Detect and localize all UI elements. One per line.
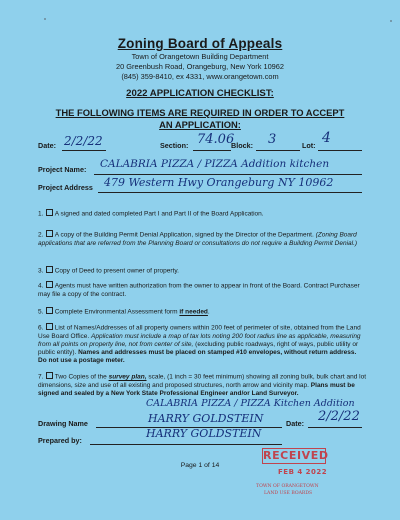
item-2-note: (Zoning Board applications that are referred from the Planning Board or consultations do not require a Building Permit Denial.) xyxy=(38,231,358,247)
item-4-number: 4. xyxy=(38,282,44,290)
received-stamp-town: TOWN OF ORANGETOWN xyxy=(256,484,319,489)
prepared-by-value: HARRY GOLDSTEIN xyxy=(146,427,262,440)
drawing-signer: HARRY GOLDSTEIN xyxy=(148,412,264,425)
drawing-name-label: Drawing Name xyxy=(38,419,88,428)
received-stamp xyxy=(256,448,336,498)
project-name-value: CALABRIA PIZZA / PIZZA Addition kitchen xyxy=(100,158,330,170)
section-label: Section: xyxy=(160,141,189,150)
item-6-text: List of Names/Addresses of all property owners within 200 feet of perimeter of site, obtained from the Land Use Board Office. xyxy=(38,324,361,340)
checklist-item-6 xyxy=(38,323,366,366)
item-1-text: A signed and dated completed Part I and Part II of the Board Application. xyxy=(54,210,264,218)
item-3-text: Copy of Deed to present owner of property. xyxy=(54,267,179,275)
project-address-line xyxy=(98,192,362,193)
lot-line xyxy=(318,150,362,151)
item-4-text: Agents must have written authorization from the owner to appear in front of the Board. Contract Purchaser may file a copy of the contract. xyxy=(38,282,360,298)
project-name-label: Project Name: xyxy=(38,165,87,174)
block-line xyxy=(256,150,300,151)
section-line xyxy=(193,150,231,151)
required-notice-line-2: AN APPLICATION: xyxy=(159,119,241,130)
received-stamp-office: LAND USE BOARDS xyxy=(264,491,313,496)
item-2-number: 2. xyxy=(38,231,44,239)
item-6-checkbox[interactable] xyxy=(46,323,53,330)
section-value: 74.06 xyxy=(197,132,235,147)
item-6-number: 6. xyxy=(38,324,44,332)
department-name: Town of Orangetown Building Department xyxy=(131,52,269,61)
checklist-item-2 xyxy=(38,230,366,248)
item-6-text-2: (excluding public roadways, right of ways, public utility or public entity). xyxy=(38,340,359,357)
item-7-text: scale, (1 inch = 30 feet minimum) showing all zoning bulk, bulk chart and lot dimensions, size and use of all existing and proposed structures, north arrow and vicinity map. xyxy=(38,373,367,389)
item-1-number: 1. xyxy=(38,210,44,218)
block-label: Block: xyxy=(231,141,253,150)
item-5-end: . xyxy=(207,308,210,316)
item-5-text: Complete Environmental Assessment form xyxy=(54,308,178,316)
signoff-date-label: Date: xyxy=(286,419,304,428)
item-7-checkbox[interactable] xyxy=(46,372,53,379)
item-3-number: 3. xyxy=(38,267,44,275)
prepared-by-line xyxy=(90,444,282,445)
item-6-envelope-rule: Names and addresses must be placed on stamped #10 envelopes, without return address. Do not use a postage meter. xyxy=(38,349,357,365)
lot-label: Lot: xyxy=(302,141,316,150)
lot-value: 4 xyxy=(322,130,331,146)
checklist-item-4 xyxy=(38,281,366,299)
item-2-text: A copy of the Building Permit Denial Application, signed by the Director of the Department. xyxy=(54,231,314,239)
required-notice-line-1: THE FOLLOWING ITEMS ARE REQUIRED IN ORDER TO ACCEPT xyxy=(55,107,345,118)
checklist-item-1 xyxy=(38,209,366,219)
item-4-checkbox[interactable] xyxy=(46,281,53,288)
item-5-number: 5. xyxy=(38,308,44,316)
board-title: Zoning Board of Appeals xyxy=(117,36,283,51)
project-address-value: 479 Western Hwy Orangeburg NY 10962 xyxy=(104,176,334,189)
scan-speck xyxy=(390,20,392,22)
item-5-if-needed: if needed xyxy=(179,308,208,316)
checklist-item-3 xyxy=(38,266,366,276)
item-6-note: Application must include a map of tax lots noting 200 foot radius line as applicable, measuring from all points on property line, not from center of site, xyxy=(38,332,361,348)
item-7-seal-rule: Plans must be signed and sealed by a New York State Professional Engineer and/or Land Surveyor. xyxy=(38,381,355,397)
item-5-checkbox[interactable] xyxy=(46,307,53,314)
received-stamp-word: RECEIVED xyxy=(263,449,329,462)
date-label: Date: xyxy=(38,141,56,150)
page-number: Page 1 of 14 xyxy=(180,462,220,469)
signoff-date-line xyxy=(308,427,362,428)
department-contact: (845) 359-8410, ex 4331, www.orangetown.com xyxy=(121,72,279,81)
item-2-checkbox[interactable] xyxy=(46,230,53,237)
project-address-label: Project Address xyxy=(38,183,93,192)
prepared-by-label: Prepared by: xyxy=(38,436,82,445)
item-7-pre: Two Copies of the xyxy=(54,373,107,381)
item-3-checkbox[interactable] xyxy=(46,266,53,273)
department-address: 20 Greenbush Road, Orangeburg, New York 10962 xyxy=(115,62,285,71)
scan-speck xyxy=(44,18,46,20)
received-stamp-date: FEB 4 2022 xyxy=(278,468,328,476)
signoff-date-value: 2/2/22 xyxy=(318,409,360,424)
checklist-item-5 xyxy=(38,307,366,317)
checklist-item-7 xyxy=(38,372,366,398)
drawing-name-handwritten: CALABRIA PIZZA / PIZZA Kitchen Addition xyxy=(146,398,355,409)
project-name-line xyxy=(94,174,362,175)
item-7-survey-plan: survey plan, xyxy=(108,373,147,381)
checklist-title: 2022 APPLICATION CHECKLIST: xyxy=(126,88,274,99)
date-value: 2/2/22 xyxy=(64,134,103,148)
item-1-checkbox[interactable] xyxy=(46,209,53,216)
date-line xyxy=(62,150,106,151)
item-7-number: 7. xyxy=(38,373,44,381)
block-value: 3 xyxy=(268,132,277,147)
